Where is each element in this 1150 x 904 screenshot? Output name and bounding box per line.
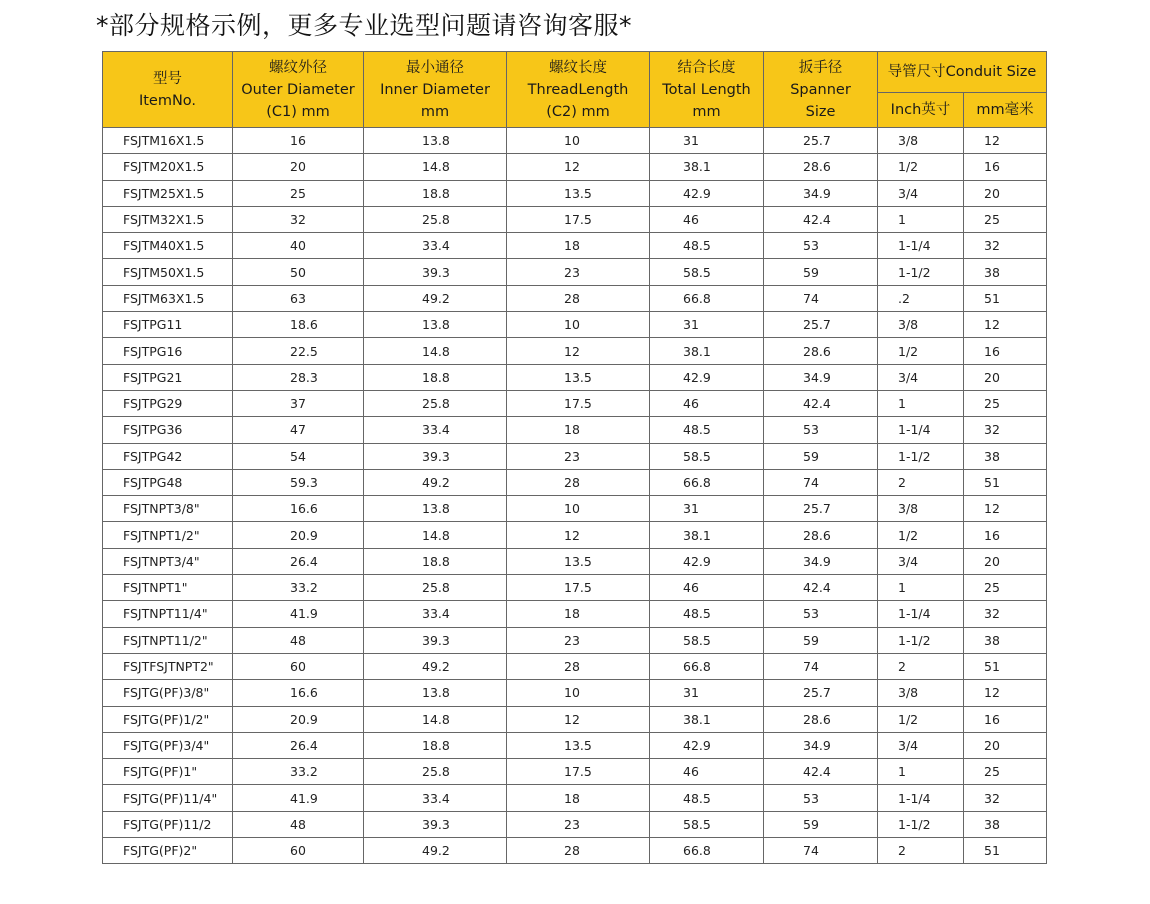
cell-outer-diameter: 26.4 (233, 548, 364, 574)
cell-total-length: 31 (650, 680, 764, 706)
cell-outer-diameter: 25 (233, 180, 364, 206)
cell-spanner-size: 59 (764, 811, 878, 837)
cell-outer-diameter: 48 (233, 627, 364, 653)
cell-conduit-inch: 1-1/2 (878, 627, 964, 653)
cell-inner-diameter: 39.3 (364, 443, 507, 469)
cell-outer-diameter: 60 (233, 653, 364, 679)
cell-model: FSJTG(PF)3/8" (103, 680, 233, 706)
cell-conduit-mm: 38 (964, 811, 1047, 837)
cell-total-length: 66.8 (650, 838, 764, 864)
cell-total-length: 58.5 (650, 259, 764, 285)
cell-thread-length: 12 (507, 706, 650, 732)
cell-model: FSJTNPT11/2" (103, 627, 233, 653)
cell-spanner-size: 53 (764, 785, 878, 811)
cell-total-length: 38.1 (650, 706, 764, 732)
cell-outer-diameter: 63 (233, 285, 364, 311)
cell-conduit-mm: 38 (964, 443, 1047, 469)
cell-total-length: 66.8 (650, 653, 764, 679)
header-total-length: 结合长度 Total Length mm (650, 52, 764, 128)
cell-conduit-mm: 16 (964, 338, 1047, 364)
cell-conduit-inch: 1-1/2 (878, 259, 964, 285)
spec-table (102, 51, 1047, 864)
cell-outer-diameter: 33.2 (233, 575, 364, 601)
cell-inner-diameter: 13.8 (364, 680, 507, 706)
cell-thread-length: 10 (507, 312, 650, 338)
cell-outer-diameter: 16.6 (233, 680, 364, 706)
cell-model: FSJTPG16 (103, 338, 233, 364)
cell-conduit-inch: 2 (878, 469, 964, 495)
table-row (103, 811, 1047, 837)
cell-conduit-inch: 1 (878, 575, 964, 601)
table-body (103, 128, 1047, 864)
table-row (103, 364, 1047, 390)
cell-conduit-mm: 12 (964, 496, 1047, 522)
cell-conduit-mm: 32 (964, 233, 1047, 259)
cell-spanner-size: 42.4 (764, 575, 878, 601)
cell-total-length: 58.5 (650, 443, 764, 469)
cell-total-length: 31 (650, 128, 764, 154)
cell-model: FSJTM50X1.5 (103, 259, 233, 285)
cell-inner-diameter: 25.8 (364, 206, 507, 232)
table-row (103, 312, 1047, 338)
cell-model: FSJTFSJTNPT2" (103, 653, 233, 679)
table-row (103, 206, 1047, 232)
header-outer-diameter: 螺纹外径 Outer Diameter (C1) mm (233, 52, 364, 128)
cell-thread-length: 28 (507, 653, 650, 679)
cell-conduit-inch: 3/4 (878, 732, 964, 758)
cell-conduit-mm: 51 (964, 285, 1047, 311)
cell-thread-length: 23 (507, 443, 650, 469)
cell-thread-length: 13.5 (507, 732, 650, 758)
cell-inner-diameter: 18.8 (364, 180, 507, 206)
table-row (103, 338, 1047, 364)
cell-conduit-mm: 25 (964, 759, 1047, 785)
cell-outer-diameter: 22.5 (233, 338, 364, 364)
header-thread-length: 螺纹长度 ThreadLength (C2) mm (507, 52, 650, 128)
cell-total-length: 38.1 (650, 522, 764, 548)
cell-model: FSJTNPT3/8" (103, 496, 233, 522)
cell-conduit-mm: 25 (964, 206, 1047, 232)
cell-conduit-inch: 1/2 (878, 338, 964, 364)
cell-conduit-mm: 20 (964, 732, 1047, 758)
cell-total-length: 48.5 (650, 785, 764, 811)
cell-outer-diameter: 26.4 (233, 732, 364, 758)
cell-total-length: 58.5 (650, 811, 764, 837)
cell-spanner-size: 28.6 (764, 706, 878, 732)
cell-total-length: 31 (650, 312, 764, 338)
cell-conduit-mm: 16 (964, 154, 1047, 180)
cell-conduit-inch: 1 (878, 206, 964, 232)
table-row (103, 285, 1047, 311)
cell-conduit-mm: 12 (964, 128, 1047, 154)
cell-thread-length: 23 (507, 259, 650, 285)
header-conduit-mm: mm毫米 (964, 93, 1047, 128)
cell-model: FSJTPG29 (103, 390, 233, 416)
cell-conduit-inch: 3/8 (878, 312, 964, 338)
table-row (103, 627, 1047, 653)
cell-total-length: 66.8 (650, 469, 764, 495)
cell-conduit-mm: 32 (964, 417, 1047, 443)
table-row (103, 154, 1047, 180)
cell-outer-diameter: 50 (233, 259, 364, 285)
cell-model: FSJTG(PF)2" (103, 838, 233, 864)
cell-inner-diameter: 33.4 (364, 601, 507, 627)
cell-thread-length: 28 (507, 285, 650, 311)
cell-outer-diameter: 33.2 (233, 759, 364, 785)
cell-outer-diameter: 28.3 (233, 364, 364, 390)
cell-inner-diameter: 49.2 (364, 285, 507, 311)
cell-spanner-size: 25.7 (764, 680, 878, 706)
cell-thread-length: 17.5 (507, 575, 650, 601)
cell-conduit-mm: 25 (964, 390, 1047, 416)
cell-thread-length: 12 (507, 522, 650, 548)
cell-conduit-inch: 1 (878, 759, 964, 785)
cell-inner-diameter: 18.8 (364, 732, 507, 758)
cell-spanner-size: 59 (764, 259, 878, 285)
cell-outer-diameter: 37 (233, 390, 364, 416)
cell-spanner-size: 25.7 (764, 312, 878, 338)
cell-spanner-size: 28.6 (764, 154, 878, 180)
cell-model: FSJTM20X1.5 (103, 154, 233, 180)
table-row (103, 259, 1047, 285)
table-row (103, 233, 1047, 259)
cell-conduit-inch: 1-1/4 (878, 417, 964, 443)
table-row (103, 390, 1047, 416)
cell-inner-diameter: 39.3 (364, 259, 507, 285)
cell-model: FSJTM32X1.5 (103, 206, 233, 232)
cell-conduit-mm: 38 (964, 627, 1047, 653)
cell-conduit-mm: 16 (964, 522, 1047, 548)
cell-inner-diameter: 49.2 (364, 653, 507, 679)
table-row (103, 522, 1047, 548)
table-row (103, 653, 1047, 679)
cell-conduit-inch: 3/8 (878, 496, 964, 522)
cell-model: FSJTPG36 (103, 417, 233, 443)
cell-conduit-mm: 20 (964, 180, 1047, 206)
cell-model: FSJTNPT1/2" (103, 522, 233, 548)
cell-spanner-size: 34.9 (764, 548, 878, 574)
cell-model: FSJTNPT11/4" (103, 601, 233, 627)
cell-inner-diameter: 49.2 (364, 469, 507, 495)
cell-outer-diameter: 40 (233, 233, 364, 259)
cell-thread-length: 17.5 (507, 759, 650, 785)
cell-thread-length: 12 (507, 154, 650, 180)
cell-conduit-mm: 25 (964, 575, 1047, 601)
cell-model: FSJTG(PF)11/2 (103, 811, 233, 837)
cell-thread-length: 10 (507, 128, 650, 154)
cell-conduit-mm: 20 (964, 364, 1047, 390)
cell-conduit-inch: 1 (878, 390, 964, 416)
cell-total-length: 31 (650, 496, 764, 522)
table-row (103, 680, 1047, 706)
cell-total-length: 42.9 (650, 180, 764, 206)
cell-thread-length: 13.5 (507, 548, 650, 574)
cell-inner-diameter: 39.3 (364, 811, 507, 837)
cell-inner-diameter: 49.2 (364, 838, 507, 864)
cell-spanner-size: 42.4 (764, 390, 878, 416)
cell-thread-length: 28 (507, 838, 650, 864)
cell-conduit-inch: .2 (878, 285, 964, 311)
cell-inner-diameter: 18.8 (364, 364, 507, 390)
cell-inner-diameter: 25.8 (364, 759, 507, 785)
cell-total-length: 38.1 (650, 154, 764, 180)
cell-spanner-size: 53 (764, 601, 878, 627)
cell-conduit-mm: 12 (964, 680, 1047, 706)
table-row (103, 838, 1047, 864)
table-row (103, 443, 1047, 469)
cell-model: FSJTM40X1.5 (103, 233, 233, 259)
cell-spanner-size: 42.4 (764, 206, 878, 232)
header-conduit-size: 导管尺寸Conduit Size (878, 52, 1047, 93)
table-row (103, 469, 1047, 495)
cell-conduit-mm: 32 (964, 601, 1047, 627)
header-model: 型号 ItemNo. (103, 52, 233, 128)
table-row (103, 180, 1047, 206)
cell-inner-diameter: 14.8 (364, 706, 507, 732)
cell-thread-length: 23 (507, 627, 650, 653)
cell-model: FSJTPG42 (103, 443, 233, 469)
cell-model: FSJTNPT3/4" (103, 548, 233, 574)
cell-total-length: 42.9 (650, 548, 764, 574)
cell-spanner-size: 74 (764, 285, 878, 311)
cell-spanner-size: 34.9 (764, 732, 878, 758)
cell-spanner-size: 53 (764, 417, 878, 443)
cell-conduit-inch: 1/2 (878, 522, 964, 548)
table-row (103, 706, 1047, 732)
cell-outer-diameter: 18.6 (233, 312, 364, 338)
cell-conduit-inch: 1-1/4 (878, 785, 964, 811)
cell-conduit-mm: 51 (964, 469, 1047, 495)
cell-total-length: 46 (650, 206, 764, 232)
cell-outer-diameter: 20.9 (233, 522, 364, 548)
cell-conduit-inch: 2 (878, 653, 964, 679)
cell-conduit-inch: 3/4 (878, 180, 964, 206)
cell-spanner-size: 34.9 (764, 364, 878, 390)
header-inner-diameter: 最小通径 Inner Diameter mm (364, 52, 507, 128)
cell-outer-diameter: 48 (233, 811, 364, 837)
page-title: *部分规格示例，更多专业选型问题请咨询客服* (96, 11, 633, 40)
cell-inner-diameter: 14.8 (364, 338, 507, 364)
cell-inner-diameter: 13.8 (364, 496, 507, 522)
header-conduit-inch: Inch英寸 (878, 93, 964, 128)
cell-inner-diameter: 33.4 (364, 417, 507, 443)
cell-spanner-size: 59 (764, 443, 878, 469)
table-row (103, 601, 1047, 627)
cell-thread-length: 10 (507, 680, 650, 706)
cell-model: FSJTG(PF)1" (103, 759, 233, 785)
cell-thread-length: 13.5 (507, 180, 650, 206)
table-row (103, 417, 1047, 443)
table-row (103, 759, 1047, 785)
cell-spanner-size: 28.6 (764, 522, 878, 548)
cell-thread-length: 10 (507, 496, 650, 522)
cell-conduit-inch: 2 (878, 838, 964, 864)
table-row (103, 732, 1047, 758)
cell-model: FSJTM63X1.5 (103, 285, 233, 311)
cell-inner-diameter: 14.8 (364, 522, 507, 548)
cell-conduit-inch: 1/2 (878, 706, 964, 732)
cell-inner-diameter: 39.3 (364, 627, 507, 653)
cell-spanner-size: 74 (764, 469, 878, 495)
cell-inner-diameter: 25.8 (364, 390, 507, 416)
cell-model: FSJTPG21 (103, 364, 233, 390)
cell-outer-diameter: 16 (233, 128, 364, 154)
cell-thread-length: 17.5 (507, 390, 650, 416)
cell-total-length: 48.5 (650, 601, 764, 627)
cell-thread-length: 12 (507, 338, 650, 364)
cell-model: FSJTG(PF)11/4" (103, 785, 233, 811)
cell-thread-length: 18 (507, 417, 650, 443)
table-header (103, 52, 1047, 128)
cell-total-length: 58.5 (650, 627, 764, 653)
table-row (103, 548, 1047, 574)
cell-outer-diameter: 41.9 (233, 601, 364, 627)
cell-model: FSJTM25X1.5 (103, 180, 233, 206)
cell-conduit-mm: 12 (964, 312, 1047, 338)
cell-conduit-inch: 3/8 (878, 680, 964, 706)
cell-inner-diameter: 33.4 (364, 233, 507, 259)
table-row (103, 496, 1047, 522)
cell-inner-diameter: 13.8 (364, 312, 507, 338)
cell-conduit-inch: 1-1/2 (878, 443, 964, 469)
cell-total-length: 42.9 (650, 732, 764, 758)
cell-thread-length: 23 (507, 811, 650, 837)
cell-spanner-size: 59 (764, 627, 878, 653)
cell-conduit-inch: 1-1/4 (878, 601, 964, 627)
cell-outer-diameter: 54 (233, 443, 364, 469)
cell-conduit-inch: 3/8 (878, 128, 964, 154)
cell-outer-diameter: 41.9 (233, 785, 364, 811)
cell-total-length: 66.8 (650, 285, 764, 311)
cell-outer-diameter: 16.6 (233, 496, 364, 522)
table-row (103, 128, 1047, 154)
cell-total-length: 46 (650, 390, 764, 416)
cell-total-length: 42.9 (650, 364, 764, 390)
cell-inner-diameter: 25.8 (364, 575, 507, 601)
cell-thread-length: 18 (507, 601, 650, 627)
cell-total-length: 46 (650, 759, 764, 785)
cell-conduit-inch: 1/2 (878, 154, 964, 180)
cell-inner-diameter: 13.8 (364, 128, 507, 154)
cell-thread-length: 13.5 (507, 364, 650, 390)
cell-outer-diameter: 59.3 (233, 469, 364, 495)
cell-conduit-mm: 32 (964, 785, 1047, 811)
cell-outer-diameter: 20 (233, 154, 364, 180)
cell-thread-length: 18 (507, 233, 650, 259)
cell-model: FSJTNPT1" (103, 575, 233, 601)
cell-outer-diameter: 20.9 (233, 706, 364, 732)
cell-model: FSJTPG11 (103, 312, 233, 338)
header-spanner-size: 扳手径 Spanner Size (764, 52, 878, 128)
cell-inner-diameter: 33.4 (364, 785, 507, 811)
cell-outer-diameter: 60 (233, 838, 364, 864)
cell-spanner-size: 42.4 (764, 759, 878, 785)
cell-inner-diameter: 18.8 (364, 548, 507, 574)
cell-spanner-size: 28.6 (764, 338, 878, 364)
cell-spanner-size: 74 (764, 653, 878, 679)
cell-spanner-size: 25.7 (764, 496, 878, 522)
cell-conduit-mm: 51 (964, 653, 1047, 679)
cell-conduit-mm: 20 (964, 548, 1047, 574)
cell-total-length: 48.5 (650, 233, 764, 259)
cell-model: FSJTG(PF)3/4" (103, 732, 233, 758)
table-row (103, 575, 1047, 601)
cell-outer-diameter: 32 (233, 206, 364, 232)
cell-spanner-size: 34.9 (764, 180, 878, 206)
cell-thread-length: 28 (507, 469, 650, 495)
cell-total-length: 46 (650, 575, 764, 601)
cell-inner-diameter: 14.8 (364, 154, 507, 180)
cell-conduit-mm: 51 (964, 838, 1047, 864)
cell-spanner-size: 25.7 (764, 128, 878, 154)
cell-outer-diameter: 47 (233, 417, 364, 443)
cell-conduit-mm: 38 (964, 259, 1047, 285)
cell-total-length: 38.1 (650, 338, 764, 364)
cell-conduit-inch: 1-1/4 (878, 233, 964, 259)
cell-spanner-size: 53 (764, 233, 878, 259)
cell-model: FSJTM16X1.5 (103, 128, 233, 154)
cell-model: FSJTG(PF)1/2" (103, 706, 233, 732)
cell-thread-length: 18 (507, 785, 650, 811)
cell-spanner-size: 74 (764, 838, 878, 864)
cell-conduit-inch: 1-1/2 (878, 811, 964, 837)
cell-thread-length: 17.5 (507, 206, 650, 232)
table-row (103, 785, 1047, 811)
cell-conduit-inch: 3/4 (878, 548, 964, 574)
cell-total-length: 48.5 (650, 417, 764, 443)
cell-conduit-inch: 3/4 (878, 364, 964, 390)
cell-model: FSJTPG48 (103, 469, 233, 495)
cell-conduit-mm: 16 (964, 706, 1047, 732)
